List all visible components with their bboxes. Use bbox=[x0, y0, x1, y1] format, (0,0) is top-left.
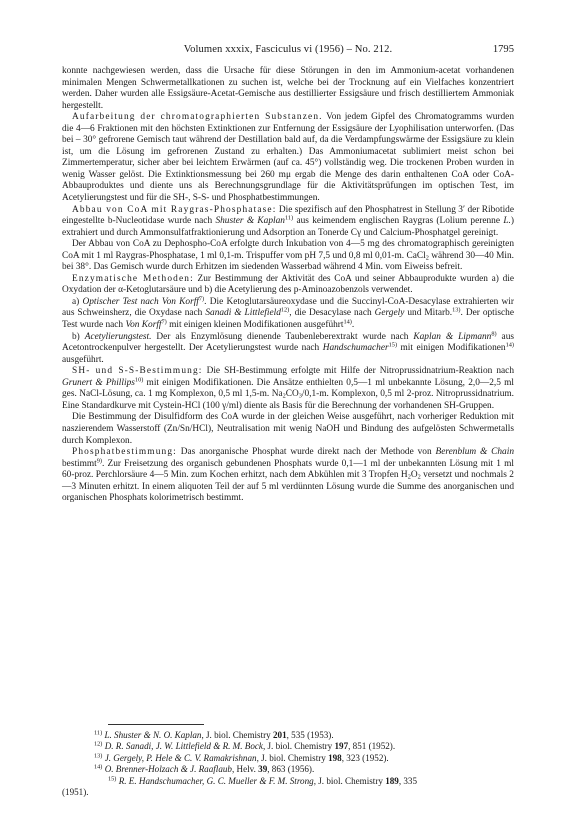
footnote-ref: 14) bbox=[343, 318, 352, 326]
section-heading-abbau: Abbau von CoA mit Raygras-Phosphatase: bbox=[72, 204, 277, 215]
footnote-15: $^{15)}$ R. E. Handschumacher, G. C. Mueller & F. M. Strong, J. biol. Chemistry 189, 335 (1951). bbox=[62, 775, 418, 798]
paragraph-phosphatbestimmung: Phosphatbestimmung: Das anorganische Phosphat wurde direkt nach der Methode von Berenblum & Chain bestimmt$^{9)}$. Zur Freisetzung des organisch gebundenen Phosphats wurde 0,1—1 ml der unbekannten Lösung mit 1 ml 60-proz. Perchlorsäure 4—5 Min. zum Kochen erhitzt, nach dem Abkühlen mit 3 Tropfen $H_2O_2$ versetzt und nochmals 2—3 Minuten erhitzt. In einem aliquoten Teil der auf 5 ml verdünnten Lösung wurde die Summe des anorganischen und organischen Phosphats kolorimetrisch bestimmt. bbox=[62, 447, 514, 504]
footnote-ref: 14) bbox=[505, 341, 514, 349]
citation-authors: Kaplan & Lipmann bbox=[413, 331, 492, 342]
citation-authors: Berenblum & Chain bbox=[435, 447, 514, 458]
subsection-title: Acetylierungstest. bbox=[84, 331, 152, 342]
running-header bbox=[62, 44, 514, 58]
citation-authors: Sanadi & Littlefield bbox=[205, 308, 281, 319]
footnote-ref: 11) bbox=[284, 214, 294, 222]
paragraph-aufarbeitung: Aufarbeitung der chromatographierten Substanzen. Von jedem Gipfel des Chromatogramms wurden die 4—6 Fraktionen mit den höchsten Extinktionen zur Entfernung der Essigsäure der Lyophilisation unterworfen. (Das bei – 30° gefrorene Gemisch taut während der Destillation bald auf, da die Verdampfungswärme der Essigsäure zu klein ist, um die Lösung im gefrorenen Zustand zu erhalten.) Das Ammoniumacetat sublimiert meist schon bei Zimmertemperatur, sicher aber bei leichtem Erwärmen (auf ca. 45°) vollständig weg. Die trockenen Proben wurden in wenig Wasser gelöst. Die Extinktionsmessung bei 260 mμ ergab die Menge des darin enthaltenen CoA oder CoA-Abbauproduktes und diente uns als Berechnungsgrundlage für die Aktivitätsprüfungen im optischen Test, im Acetylierungstest und für die SH-, S-S- und Phosphatbestimmungen. bbox=[62, 112, 514, 204]
citation-authors: Grunert & Phillips bbox=[62, 377, 135, 388]
page-number: 1795 bbox=[492, 44, 514, 55]
paragraph-raygras-phosphatase: Abbau von CoA mit Raygras-Phosphatase: Die spezifisch auf den Phosphatrest in Stellung 3′ der Ribotide eingestellte b-Nucleotidase wurde nach Shuster & Kaplan$^{11)}$ aus keimendem englischen Raygras (Lolium perenne L.) extrahiert und durch Ammonsulfatfraktionierung und Adsorption an Tonerde Cγ und Calcium-Phosphatgel gereinigt. bbox=[62, 204, 514, 238]
footnote-ref: 8) bbox=[491, 329, 497, 337]
paragraph-enzymatische-methoden: Enzymatische Methoden: Zur Bestimmung der Aktivität des CoA und seiner Abbauprodukte wurden a) die Oxydation der α-Ketoglutarsäure und b) die Acetylierung des p-Aminoazobenzols verwendet. bbox=[62, 273, 514, 296]
footnote-12: $^{12)}$ D. R. Sanadi, J. W. Littlefield & R. M. Bock, J. biol. Chemistry 197, 851 (1952). bbox=[94, 740, 396, 752]
footnote-14: $^{14)}$ O. Brenner-Holzach & J. Raaflaub, Helv. 39, 863 (1956). bbox=[94, 763, 315, 775]
citation-authors: Shuster & Kaplan bbox=[215, 216, 285, 227]
footnotes bbox=[62, 724, 514, 798]
footnote-ref: 15) bbox=[388, 341, 398, 349]
journal-volume-title: Volumen xxxix, Fasciculus vi (1956) – No. 212. bbox=[183, 44, 393, 55]
footnote-ref: 13) bbox=[452, 306, 461, 314]
body-text bbox=[62, 66, 514, 505]
citation-authors: Von Korff bbox=[125, 320, 162, 331]
subsection-title: Optischer Test nach Von Korff bbox=[82, 296, 199, 307]
section-heading-sh: SH- und S-S-Bestimmung: bbox=[72, 366, 203, 377]
footnote-13: $^{13)}$ J. Gergely, P. Hele & C. V. Ramakrishnan, J. biol. Chemistry 198, 323 (1952). bbox=[94, 752, 389, 763]
paragraph-optischer-test: a) Optischer Test nach Von Korff$^{7)}$. Die Ketoglutarsäureoxydase und die Succinyl-CoA-Desacylase extrahierten wir aus Schweinsherz, die Oxydase nach Sanadi & Littlefield$^{12)}$, die Desacylase nach Gergely und Mitarb.$^{13)}$. Der optische Test wurde nach Von Korff$^{7)}$ mit einigen kleinen Modifikationen ausgeführt$^{14)}$. bbox=[62, 295, 514, 331]
footnote-ref: 7) bbox=[198, 295, 205, 303]
footnote-divider bbox=[108, 724, 204, 725]
section-heading-enzymatische: Enzymatische Methoden: bbox=[72, 273, 194, 284]
footnote-ref: 7) bbox=[161, 318, 167, 326]
paragraph-disulfid: Die Bestimmung der Disulfidform des CoA wurde in der gleichen Weise ausgeführt, nach vorheriger Reduktion mit naszierendem Wasserstoff (Zn/Sn/HCl), Neutralisation mit wenig NaOH und Bindung des aufgelösten Schwermetalls durch Komplexon. bbox=[62, 412, 514, 446]
section-heading-phosphat: Phosphatbestimmung: bbox=[72, 447, 177, 458]
paragraph-acetylierungstest: b) Acetylierungstest. Der als Enzymlösung dienende Taubenleberextrakt wurde nach Kaplan & Lipmann$^{8)}$ aus Acetontrockenpulver hergestellt. Der Acetylierungstest wurde nach Handschumacher$^{15)}$ mit einigen Modifikationen$^{14)}$ ausgeführt. bbox=[62, 329, 515, 365]
citation-authors: Handschumacher bbox=[322, 343, 389, 354]
section-heading-aufarbeitung: Aufarbeitung der chromatographierten Substanzen. bbox=[72, 112, 323, 123]
paragraph-continuation: konnte nachgewiesen werden, dass die Ursache für diese Störungen in den im Ammonium-acetat vorhandenen minimalen Mengen Schwermetallkationen zu suchen ist, welche bei der Trocknung auf ein Vielfaches konzentriert werden. Daher wurden alle Essigsäure-Acetat-Gemische aus destillierter Essigsäure und frisch destilliertem Ammoniak hergestellt. bbox=[62, 66, 514, 111]
footnote-11: $^{11)}$ L. Shuster & N. O. Kaplan, J. biol. Chemistry 201, 535 (1953). bbox=[94, 729, 334, 740]
paragraph-dephospho-coa: Der Abbau von CoA zu Dephospho-CoA erfolgte durch Inkubation von 4—5 mg des chromatographisch gereinigten CoA mit 1 ml Raygras-Phosphatase, 1 ml 0,1-m. Trispuffer vom pH 7,5 und 0,8 ml 0,01-m. CaCl$_2$ während 30—40 Min. bei 38°. Das Gemisch wurde durch Erhitzen im siedenden Wasserbad während 4 Min. vom Eiweiss befreit. bbox=[62, 239, 515, 273]
paragraph-sh-bestimmung: SH- und S-S-Bestimmung: Die SH-Bestimmung erfolgte mit Hilfe der Nitroprussidnatrium-Reaktion nach Grunert & Phillips$^{10)}$ mit einigen Modifikationen. Die Ansätze enthielten 0,5—1 ml unbekannte Lösung, 2,0—2,5 ml ges. NaCl-Lösung, ca. 1 mg Komplexon, 0,5 ml 1,5-m. $Na_2CO_3/0,1-m$. Komplexon, 0,5 ml 2-proz. Nitroprussidnatrium. Eine Standardkurve mit Cystein-HCl (100 γ/ml) diente als Basis für die Berechnung der vorhandenen SH-Gruppen. bbox=[62, 366, 515, 411]
footnote-ref: 10) bbox=[134, 376, 144, 384]
citation-authors: Gergely bbox=[374, 308, 405, 319]
footnote-ref: 9) bbox=[96, 457, 103, 464]
footnote-ref: 12) bbox=[280, 306, 290, 314]
